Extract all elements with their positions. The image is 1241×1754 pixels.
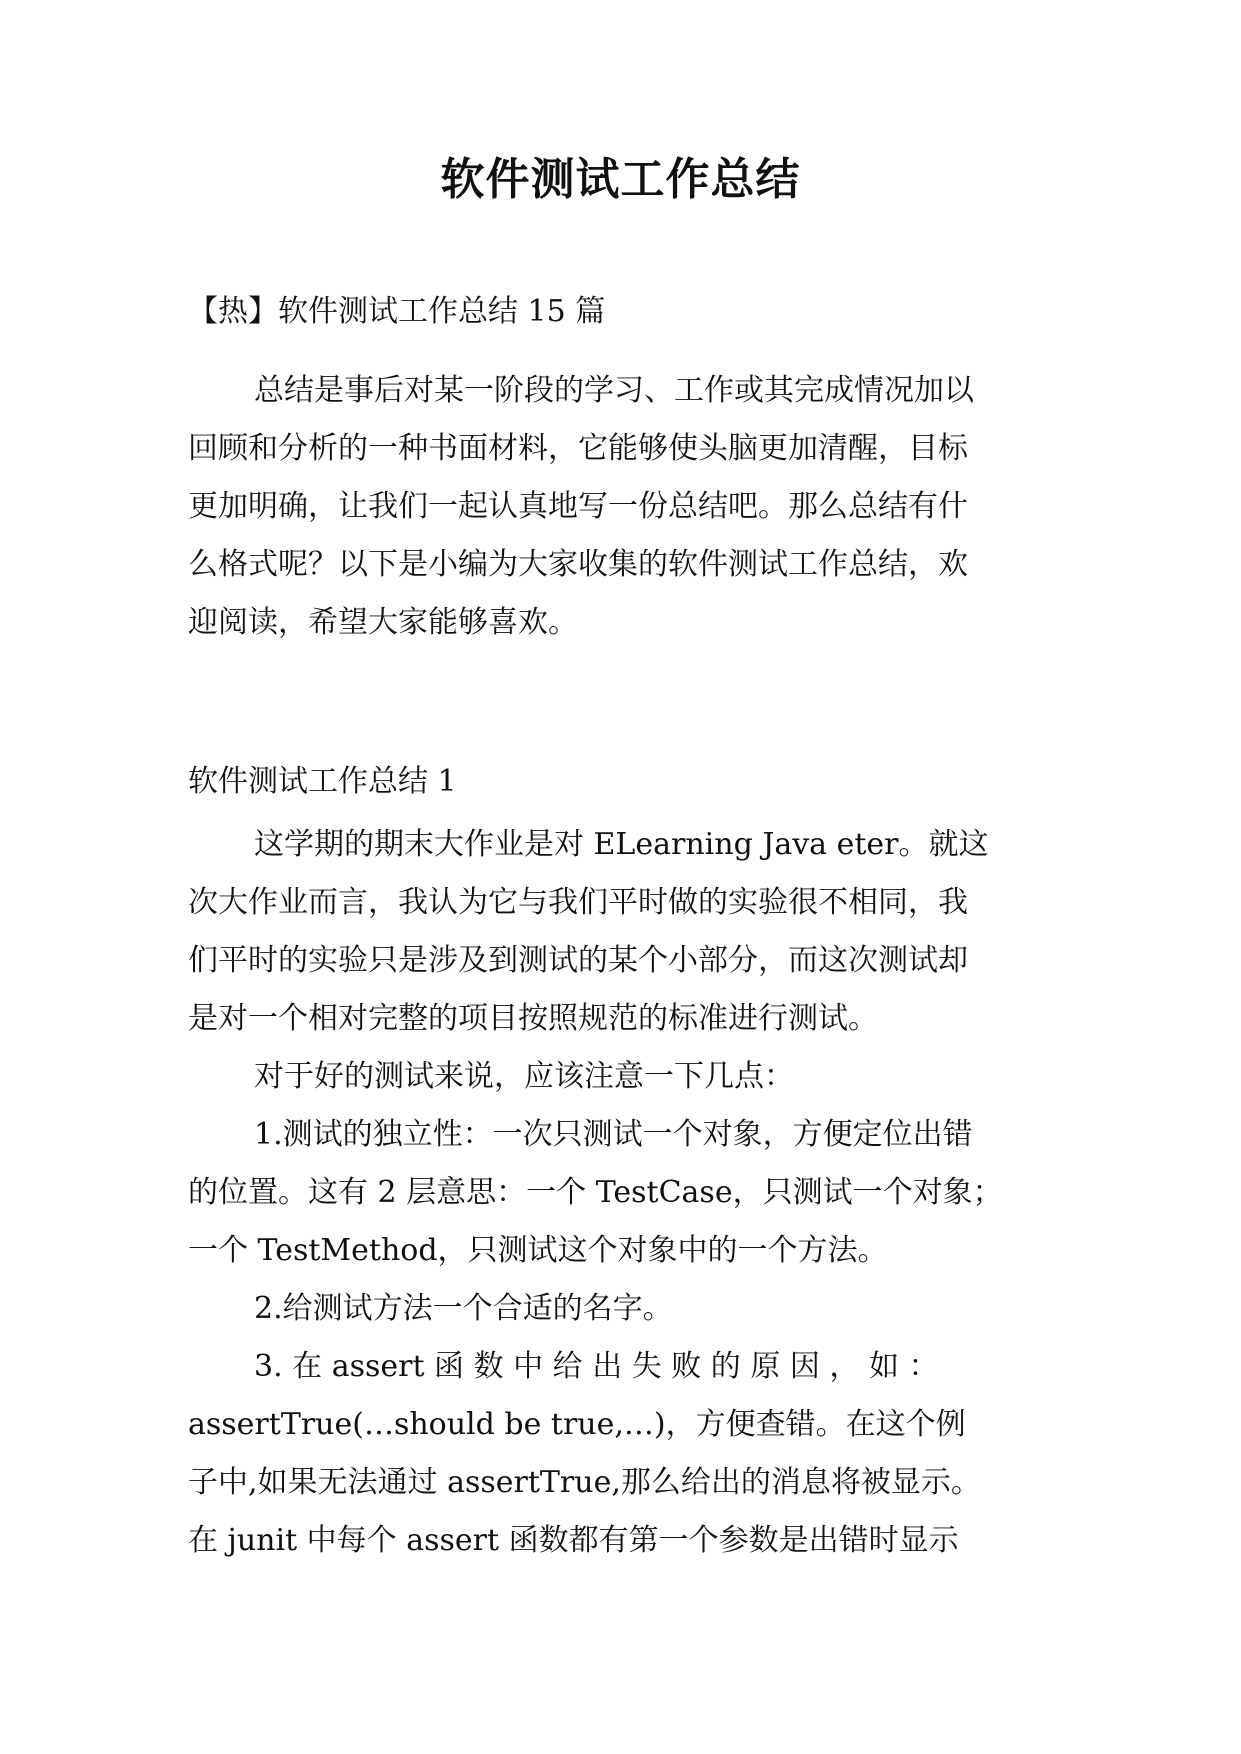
intro-paragraph (188, 362, 1054, 652)
paragraph-line: 1.测试的独立性：一次只测试一个对象，方便定位出错 (254, 1117, 973, 1152)
paragraph-line: 次大作业而言，我认为它与我们平时做的实验很不相同，我 (188, 885, 968, 920)
paragraph-line: assertTrue(…should be true,…)，方便查错。在这个例 (188, 1407, 966, 1442)
paragraph-line: 在 junit 中每个 assert 函数都有第一个参数是出错时显示 (188, 1523, 959, 1558)
paragraph-line: 子中,如果无法通过 assertTrue,那么给出的消息将被显示。 (188, 1465, 981, 1500)
paragraph-line: 总结是事后对某一阶段的学习、工作或其完成情况加以 (254, 373, 974, 408)
paragraph-line: 的位置。这有 2 层意思：一个 TestCase，只测试一个对象； (188, 1175, 1003, 1210)
paragraph-line: 更加明确，让我们一起认真地写一份总结吧。那么总结有什 (188, 489, 968, 524)
paragraph-line: 一个 TestMethod，只测试这个对象中的一个方法。 (188, 1233, 888, 1268)
paragraph-line: 迎阅读，希望大家能够喜欢。 (188, 605, 578, 640)
paragraph-line: 3. 在 assert 函 数 中 给 出 失 败 的 原 因 ， 如 ： (254, 1349, 939, 1384)
paragraph-line: 2.给测试方法一个合适的名字。 (254, 1291, 673, 1326)
paragraph-line: 这学期的期末大作业是对 ELearning Java eter。就这 (254, 827, 989, 862)
paragraph-line: 么格式呢？以下是小编为大家收集的软件测试工作总结，欢 (188, 547, 968, 582)
section-heading: 软件测试工作总结 1 (188, 764, 457, 799)
document-subtitle: 【热】软件测试工作总结 15 篇 (188, 294, 606, 329)
paragraph-line: 回顾和分析的一种书面材料，它能够使头脑更加清醒，目标 (188, 431, 968, 466)
paragraph-line: 是对一个相对完整的项目按照规范的标准进行测试。 (188, 1001, 878, 1036)
document-title: 软件测试工作总结 (440, 154, 801, 205)
section1-body (188, 816, 1054, 1570)
paragraph-line: 对于好的测试来说，应该注意一下几点： (254, 1059, 794, 1094)
paragraph-line: 们平时的实验只是涉及到测试的某个小部分，而这次测试却 (188, 943, 968, 978)
